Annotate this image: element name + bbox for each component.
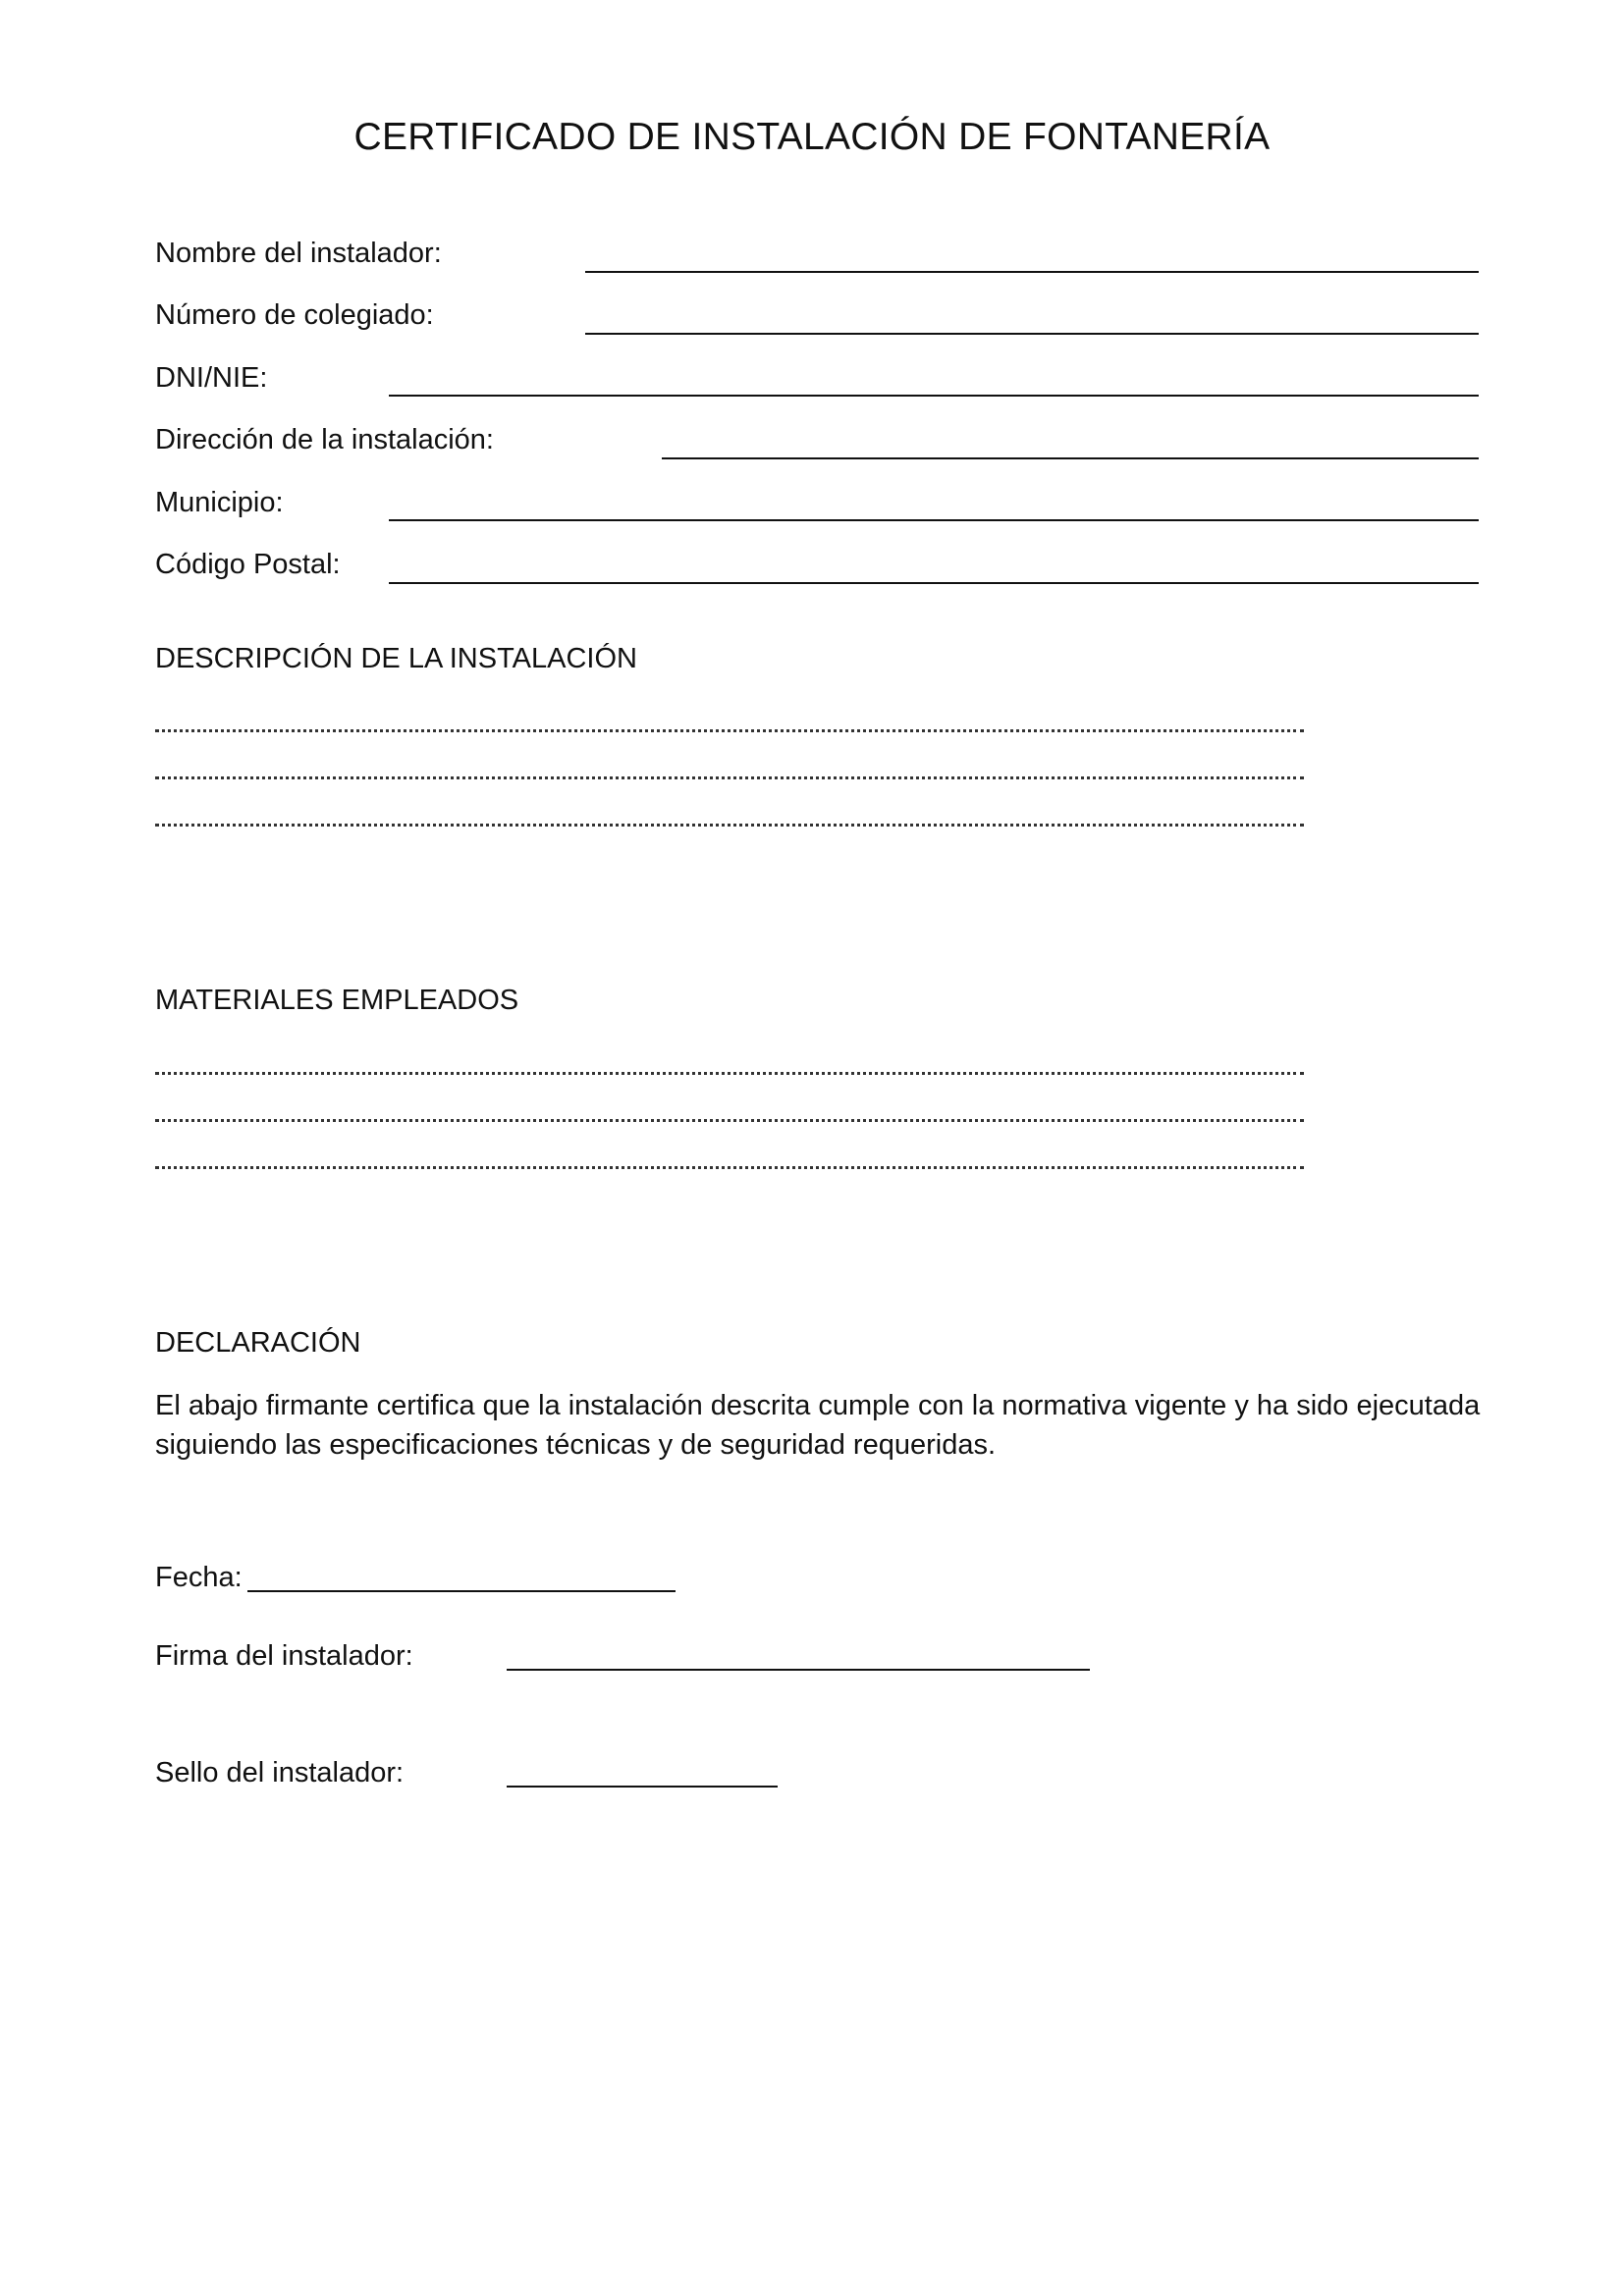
materials-line-3[interactable] — [155, 1166, 1304, 1169]
stamp-field[interactable] — [507, 1786, 778, 1788]
municipality-label: Municipio: — [155, 487, 284, 518]
registration-number-label: Número de colegiado: — [155, 299, 434, 331]
description-line-3[interactable] — [155, 824, 1304, 827]
postal-code-label: Código Postal: — [155, 549, 341, 580]
description-line-1[interactable] — [155, 729, 1304, 732]
dni-nie-label: DNI/NIE: — [155, 362, 268, 394]
description-line-2[interactable] — [155, 776, 1304, 779]
installer-name-label: Nombre del instalador: — [155, 238, 442, 269]
municipality-field[interactable] — [389, 519, 1479, 521]
installation-address-field[interactable] — [662, 457, 1479, 459]
document-title: CERTIFICADO DE INSTALACIÓN DE FONTANERÍA — [353, 116, 1271, 158]
description-heading: DESCRIPCIÓN DE LA INSTALACIÓN — [155, 643, 637, 674]
materials-line-1[interactable] — [155, 1072, 1304, 1075]
date-field[interactable] — [247, 1590, 676, 1592]
signature-field[interactable] — [507, 1669, 1090, 1671]
postal-code-field[interactable] — [389, 582, 1479, 584]
declaration-text: El abajo firmante certifica que la instalación descrita cumple con la normativa vigente y ha sido ejecutada siguiendo las especificaciones técnicas y de seguridad requeridas. — [155, 1390, 1481, 1461]
dni-nie-field[interactable] — [389, 395, 1479, 397]
declaration-heading: DECLARACIÓN — [155, 1327, 361, 1359]
signature-label: Firma del instalador: — [155, 1640, 413, 1672]
registration-number-field[interactable] — [585, 333, 1479, 335]
installation-address-label: Dirección de la instalación: — [155, 424, 494, 455]
date-label: Fecha: — [155, 1562, 243, 1593]
materials-heading: MATERIALES EMPLEADOS — [155, 985, 519, 1016]
installer-name-field[interactable] — [585, 271, 1479, 273]
materials-line-2[interactable] — [155, 1119, 1304, 1122]
stamp-label: Sello del instalador: — [155, 1757, 405, 1789]
